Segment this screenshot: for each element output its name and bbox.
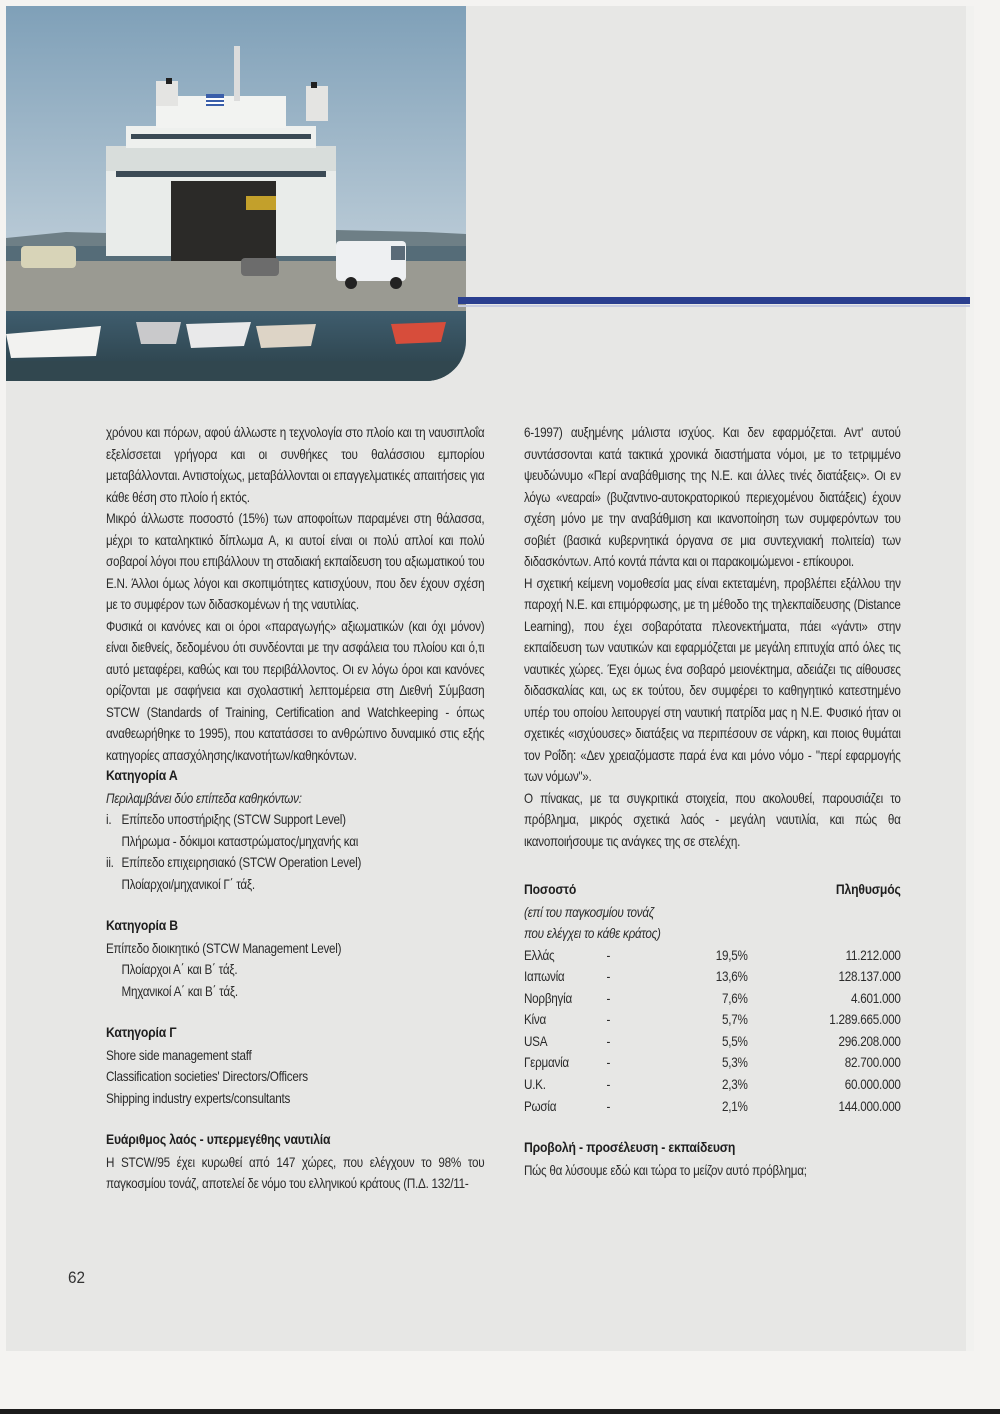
section-heading: Ευάριθμος λαός - υπερμεγέθης ναυτιλία [106, 1132, 331, 1148]
table-row [524, 1052, 901, 1074]
percent-cell: 5,7% [721, 1012, 748, 1028]
list-subtext: Πλήρωμα - δόκιμοι καταστρώματος/μηχανής και [121, 833, 359, 849]
population-cell: 4.601.000 [850, 990, 901, 1006]
paragraph: Φυσικά οι κανόνες και οι όροι «παραγωγής» αξιωματικών (και όχι μόνον) είναι διεθνείς, δεδομένου ότι συνδέονται με την ασφάλεια του πλοίου και ό,τι αυτό μεταφέρει, καθώς και του περιβάλλοντος. Οι εν λόγω όροι και κανόνες ορίζονται με σαφήνεια και σχολαστική λεπτομέρεια στη Διεθνή Σύμβαση STCW (Standards of Training, Certification and Watchkeeping - όπως αναθεωρήθηκε το 1995), που κατατάσσει το ανθρώπινο δυναμικό στις εξής κατηγορίες απασχόλησης/ικανοτήτων/καθηκόντων. [106, 618, 485, 763]
list-subtext: Πλοίαρχοι/μηχανικοί Γ΄ τάξ. [121, 876, 255, 892]
blue-divider-rule [458, 297, 970, 304]
list-number: i. [106, 812, 112, 827]
table-header-population: Πληθυσμός [835, 882, 901, 898]
table-row [524, 966, 901, 988]
dash-cell: - [606, 1012, 611, 1028]
population-cell: 296.208.000 [838, 1033, 901, 1049]
category-b-line: Πλοίαρχοι Α΄ και Β΄ τάξ. [121, 962, 238, 977]
paragraph: χρόνου και πόρων, αφού άλλωστε η τεχνολογία στο πλοίο και τη ναυσιπλοΐα εξελίσσεται γρήγορα και οι συνθήκες του θαλάσσιου εμπορίου μεταβάλλονται. Αντιστοίχως, μεταβάλλονται οι επαγγελματικές απαιτήσεις για κάθε θέση στο πλοίο ή εκτός. [106, 425, 485, 505]
dash-cell: - [606, 1077, 611, 1093]
country-cell: U.K. [524, 1077, 546, 1093]
paragraph: Πώς θα λύσουμε εδώ και τώρα το μείζον αυτό πρόβλημα; [524, 1162, 807, 1178]
bottom-rule [0, 1409, 1000, 1414]
right-column [524, 422, 901, 1181]
page-number: 62 [68, 1268, 86, 1287]
country-cell: Νορβηγία [524, 990, 572, 1006]
percent-cell: 2,3% [721, 1077, 748, 1093]
percent-cell: 2,1% [721, 1098, 748, 1114]
table-row [524, 1074, 901, 1096]
population-cell: 144.000.000 [838, 1098, 901, 1114]
country-cell: Ιαπωνία [524, 969, 565, 985]
country-cell: Ρωσία [524, 1098, 557, 1114]
population-cell: 128.137.000 [838, 969, 901, 985]
country-cell: USA [524, 1033, 548, 1049]
table-row [524, 1009, 901, 1031]
blue-divider-shadow [458, 305, 970, 307]
population-cell: 82.700.000 [844, 1055, 901, 1071]
category-c-heading: Κατηγορία Γ [106, 1025, 177, 1041]
table-row [524, 988, 901, 1010]
population-cell: 1.289.665.000 [829, 1012, 901, 1028]
paragraph: Η σχετική κείμενη νομοθεσία μας είναι εκτεταμένη, προβλέπει εξάλλου την παροχή Ν.Ε. και επιμόρφωσης, με τη μέθοδο της τηλεκπαίδευσης (Distance Learning), που έχει σοβαρότατα πλεονεκτήματα, πάει «γάντι» στην εκπαίδευση των ναυτικών και εφαρμόζεται με μεγάλη επιτυχία από όλες τις ναυτικές χώρες. Έχει όμως ένα σοβαρό μειονέκτημα, αδειάζει τις αίθουσες διδασκαλίας και, ως εκ τούτου, δεν συμφέρει το καθηγητικό κατεστημένο υπέρ του οποίου λειτουργεί στη ναυτική πατρίδα μας η Ν.Ε. Φυσικό ήταν οι σχετικές «ισχύουσες» διατάξεις να περιπέσουν σε νάρκη, και ποιος θυμάται τον Ροΐδη: «Δεν χρειαζόμαστε παρά ένα και μόνο νόμο - "περί εφαρμογής των νόμων"». [524, 575, 901, 784]
dash-cell: - [606, 990, 611, 1006]
country-cell: Γερμανία [524, 1055, 569, 1071]
list-item [106, 809, 484, 831]
table-row [524, 945, 901, 967]
paragraph: Η STCW/95 έχει κυρωθεί από 147 χώρες, που ελέγχουν το 98% του παγκοσμίου τονάζ, αποτελεί δε νόμο του ελληνικού κράτους (Π.Δ. 132/11- [106, 1154, 485, 1191]
list-text: Επίπεδο υποστήριξης (STCW Support Level) [121, 812, 346, 827]
country-cell: Κίνα [524, 1012, 546, 1028]
category-c-line: Classification societies' Directors/Officers [106, 1069, 308, 1084]
table-header [524, 880, 901, 902]
paragraph: 6-1997) αυξημένης μάλιστα ισχύος. Και δεν εφαρμόζεται. Αντ' αυτού συντάσσονται κατά τακτικά χρονικά διαστήματα νόμοι, με το τετριμμένο ψευδώνυμο «Περί αναβάθμισης της Ν.Ε. και άλλες τινές διατάξεις». Οι εν λόγω «νεαραί» (βυζαντινο-αυτοκρατορικού περιεχομένου διατάξεις) έχουν σχέση μόνο με την αναβάθμιση και ικανοποίηση των συμφερόντων του σοβιέτ (βασικά κυβερνητικά όργανα σε μια συντεχνιακή πολιτεία) των διδασκόντων. Από κοντά πάντα και οι παρακοιμώμενοι - επίκουροι. [524, 425, 901, 569]
category-c-line: Shipping industry experts/consultants [106, 1090, 291, 1106]
country-cell: Ελλάς [524, 947, 555, 963]
dash-cell: - [606, 947, 611, 963]
percent-cell: 5,5% [721, 1033, 748, 1049]
section-heading: Προβολή - προσέλευση - εκπαίδευση [524, 1140, 736, 1157]
table-row [524, 1031, 901, 1053]
table-note: που ελέγχει το κάθε κράτος) [524, 926, 661, 941]
paragraph: Μικρό άλλωστε ποσοστό (15%) των αποφοίτων παραμένει στη θάλασσα, μέχρι το καταληκτικό δίπλωμα Α, κι αυτοί είναι οι πολύ απλοί και πολύ σοβαροί λόγοι που επιβάλλουν τη σταδιακή εκπαίδευση του αξιωματικού του Ε.Ν. Άλλοι όμως λόγοι και σκοπιμότητες κατισχύουν, που δεν έχουν σχέση με το συμφέρον των διδασκομένων ή της ναυτιλίας. [106, 511, 485, 612]
dash-cell: - [606, 1033, 611, 1049]
table-header-percent: Ποσοστό [524, 882, 577, 898]
population-cell: 60.000.000 [844, 1077, 901, 1093]
table-row [524, 1096, 901, 1118]
percent-cell: 7,6% [721, 990, 748, 1006]
ferry-photo [6, 6, 466, 381]
statistics-table [524, 945, 901, 1118]
list-number: ii. [106, 855, 114, 870]
category-a-heading: Κατηγορία Α [106, 768, 178, 784]
page-edge [966, 6, 974, 1351]
dash-cell: - [606, 1098, 611, 1114]
table-note: (επί του παγκοσμίου τονάζ [524, 904, 654, 920]
paragraph: Ο πίνακας, με τα συγκριτικά στοιχεία, που ακολουθεί, παρουσιάζει το πρόβλημα, μικρός σχετικά λαός - μεγάλη ναυτιλία, και πώς θα ικανοποιήσουμε τις ανάγκες της σε στελέχη. [524, 790, 901, 849]
population-cell: 11.212.000 [845, 947, 901, 963]
category-c-line: Shore side management staff [106, 1047, 252, 1063]
percent-cell: 19,5% [715, 947, 748, 963]
list-text: Επίπεδο επιχειρησιακό (STCW Operation Level) [121, 855, 362, 870]
category-b-heading: Κατηγορία Β [106, 918, 178, 934]
dash-cell: - [606, 969, 611, 985]
percent-cell: 13,6% [715, 969, 748, 985]
percent-cell: 5,3% [721, 1055, 748, 1071]
dash-cell: - [606, 1055, 611, 1071]
category-a-subtitle: Περιλαμβάνει δύο επίπεδα καθηκόντων: [106, 790, 302, 806]
category-b-line: Μηχανικοί Α΄ και Β΄ τάξ. [121, 983, 238, 999]
list-item [106, 852, 484, 874]
left-column [106, 422, 484, 1195]
category-b-line: Επίπεδο διοικητικό (STCW Management Level) [106, 940, 342, 956]
